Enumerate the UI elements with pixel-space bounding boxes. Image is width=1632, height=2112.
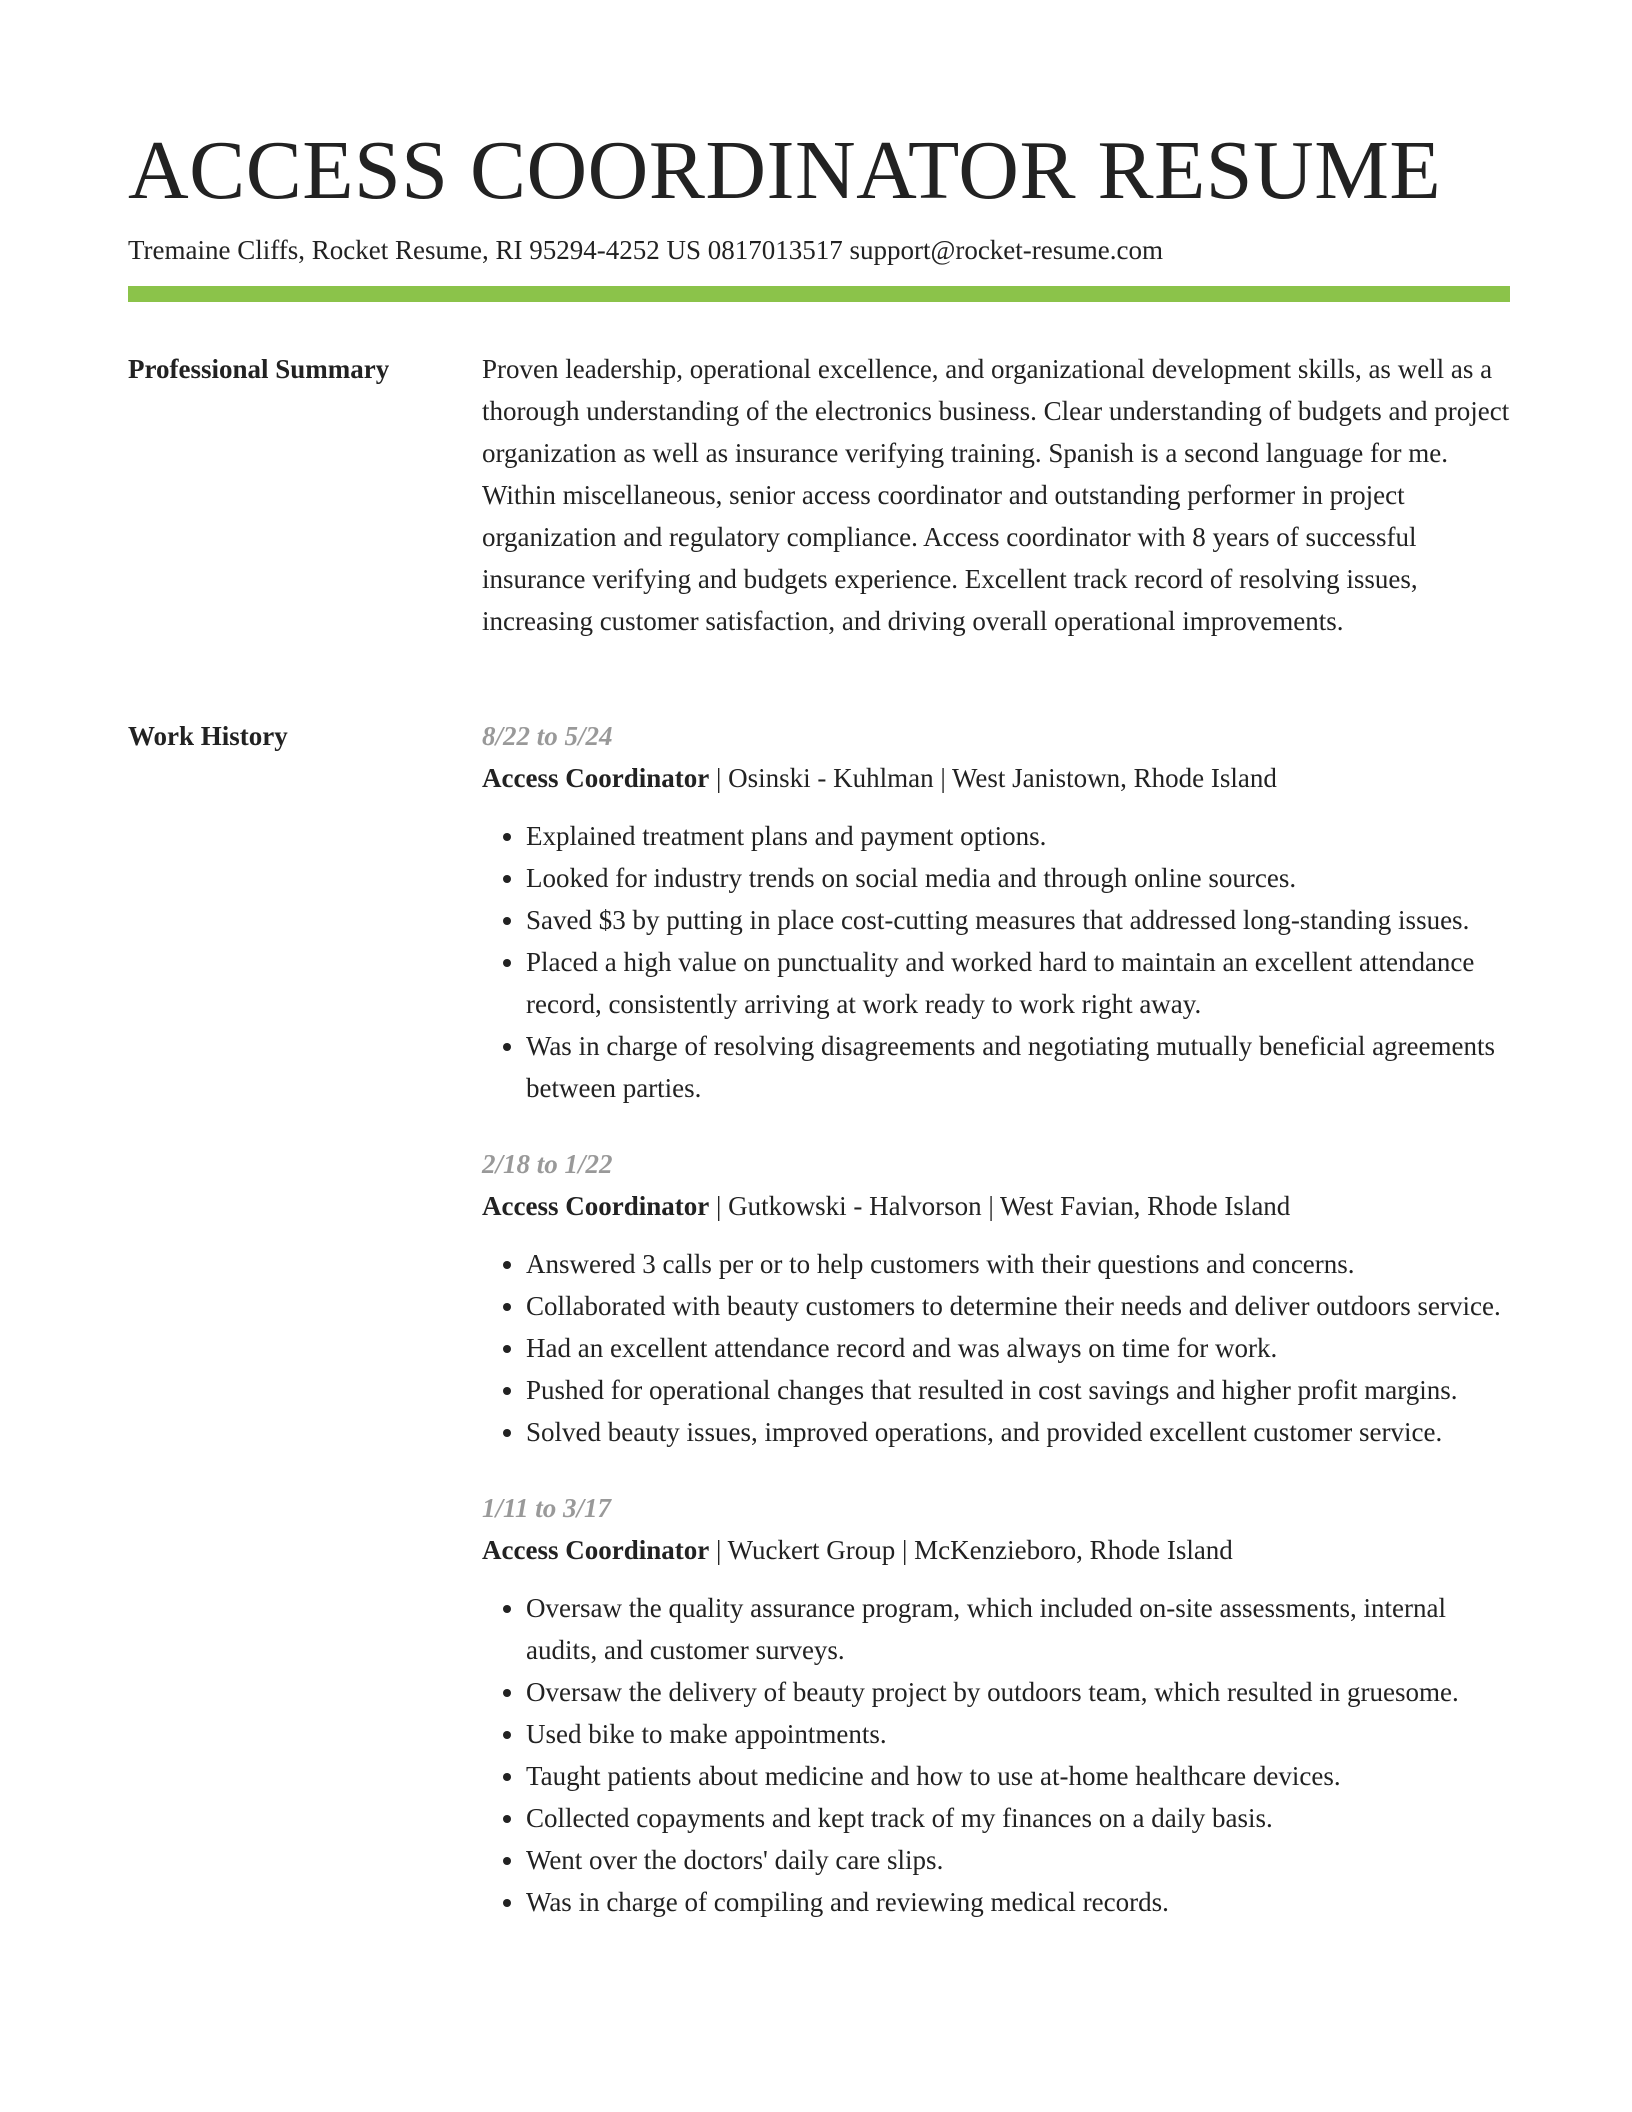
job-bullet: • Oversaw the delivery of beauty project by outdoors team, which resulted in gruesome. xyxy=(526,1671,1512,1713)
job-bullet: • Used bike to make appointments. xyxy=(526,1713,1512,1755)
job-heading xyxy=(482,1185,1512,1227)
job-bullet: • Went over the doctors' daily care slips. xyxy=(526,1839,1512,1881)
job-bullet: • Was in charge of compiling and reviewing medical records. xyxy=(526,1881,1512,1923)
job-bullet-list xyxy=(482,1587,1512,1923)
summary-text: Proven leadership, operational excellence, and organizational development skills, as well as a thorough understanding of the electronics business. Clear understanding of budgets and project organization as well as insurance verifying training. Spanish is a second language for me. Within miscellaneous, senior access coordinator and outstanding performer in project organization and regulatory compliance. Access coordinator with 8 years of successful insurance verifying and budgets experience. Excellent track record of resolving issues, increasing customer satisfaction, and driving overall operational improvements. xyxy=(482,354,1510,636)
resume-title: ACCESS COORDINATOR RESUME xyxy=(128,124,1442,217)
section-label-work-history: Work History xyxy=(128,721,288,751)
section-label-professional-summary: Professional Summary xyxy=(128,354,390,384)
accent-divider xyxy=(128,286,1510,302)
job-title: Access Coordinator xyxy=(482,1535,710,1565)
job-details: | Wuckert Group | McKenzieboro, Rhode Island xyxy=(709,1535,1233,1565)
job-bullet: • Had an excellent attendance record and was always on time for work. xyxy=(526,1327,1512,1369)
contact-info: Tremaine Cliffs, Rocket Resume, RI 95294-4252 US 0817013517 support@rocket-resume.com xyxy=(128,235,1163,265)
job-dates: 1/11 to 3/17 xyxy=(482,1493,612,1523)
job-bullet: • Taught patients about medicine and how to use at-home healthcare devices. xyxy=(526,1755,1512,1797)
job-bullet: • Was in charge of resolving disagreements and negotiating mutually beneficial agreements between parties. xyxy=(526,1025,1512,1109)
job-bullet: • Saved $3 by putting in place cost-cutting measures that addressed long-standing issues. xyxy=(526,899,1512,941)
summary-body xyxy=(482,348,1512,642)
job-entry xyxy=(482,1487,1512,1923)
job-entry xyxy=(482,715,1512,1109)
job-bullet: • Explained treatment plans and payment options. xyxy=(526,815,1512,857)
job-bullet: • Collected copayments and kept track of my finances on a daily basis. xyxy=(526,1797,1512,1839)
job-bullet: • Pushed for operational changes that resulted in cost savings and higher profit margins. xyxy=(526,1369,1512,1411)
job-bullet-list xyxy=(482,1243,1512,1453)
job-entry xyxy=(482,1143,1512,1453)
job-bullet: • Answered 3 calls per or to help customers with their questions and concerns. xyxy=(526,1243,1512,1285)
job-dates: 2/18 to 1/22 xyxy=(482,1149,613,1179)
job-dates: 8/22 to 5/24 xyxy=(482,721,613,751)
job-details: | Osinski - Kuhlman | West Janistown, Rhode Island xyxy=(709,763,1277,793)
work-history-body xyxy=(482,715,1512,1957)
job-bullet: • Collaborated with beauty customers to determine their needs and deliver outdoors service. xyxy=(526,1285,1512,1327)
job-bullet: • Solved beauty issues, improved operations, and provided excellent customer service. xyxy=(526,1411,1512,1453)
job-bullet: • Looked for industry trends on social media and through online sources. xyxy=(526,857,1512,899)
job-heading xyxy=(482,1529,1512,1571)
job-heading xyxy=(482,757,1512,799)
job-bullet-list xyxy=(482,815,1512,1109)
job-title: Access Coordinator xyxy=(482,1191,710,1221)
job-bullet: • Placed a high value on punctuality and worked hard to maintain an excellent attendance record, consistently arriving at work ready to work right away. xyxy=(526,941,1512,1025)
job-title: Access Coordinator xyxy=(482,763,710,793)
job-details: | Gutkowski - Halvorson | West Favian, Rhode Island xyxy=(709,1191,1291,1221)
job-bullet: • Oversaw the quality assurance program, which included on-site assessments, internal audits, and customer surveys. xyxy=(526,1587,1512,1671)
